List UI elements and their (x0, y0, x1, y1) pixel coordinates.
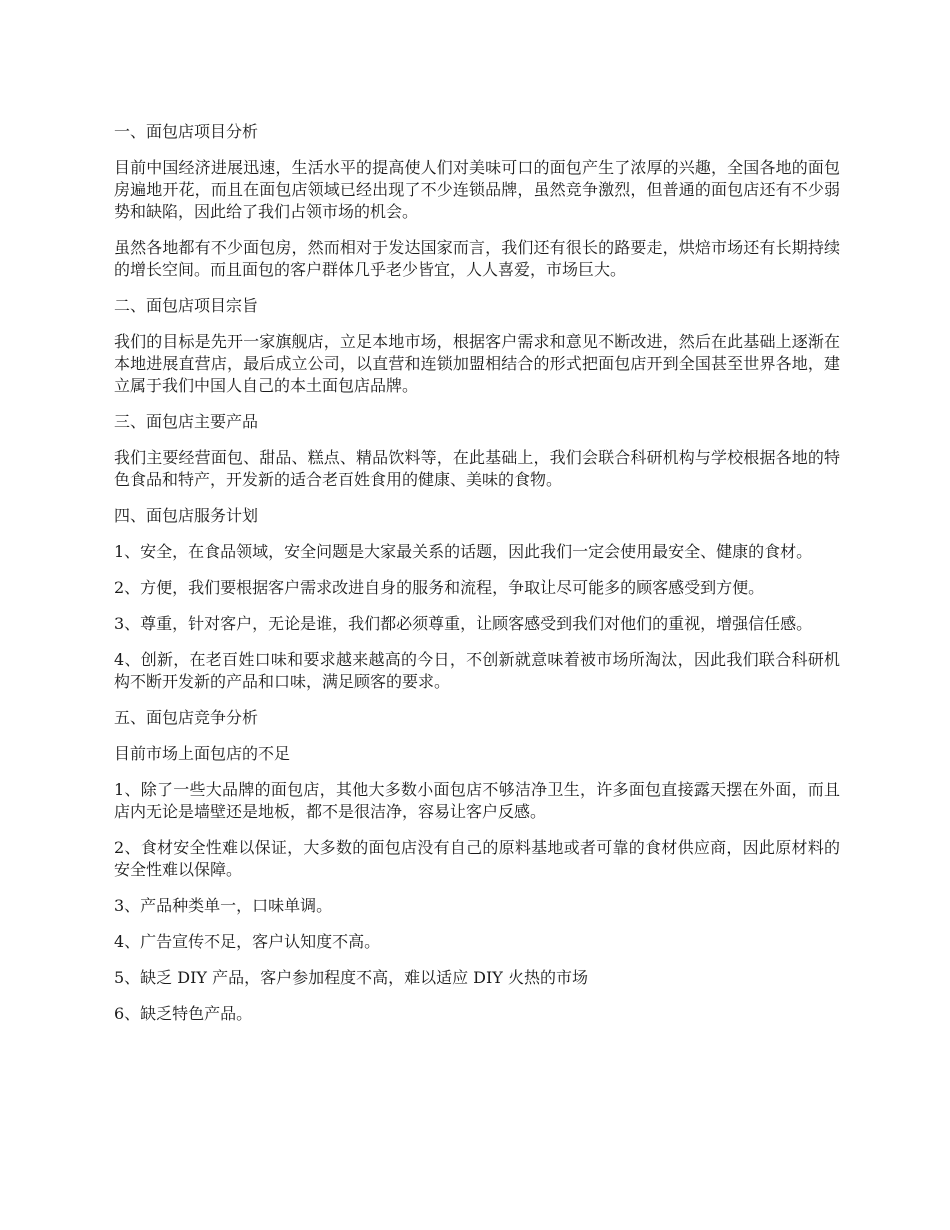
section-heading-competition-analysis: 五、面包店竞争分析 (114, 708, 259, 727)
body-paragraph: 我们的目标是先开一家旗舰店，立足本地市场，根据客户需求和意见不断改进，然后在此基础上逐渐在本地进展直营店，最后成立公司，以直营和连锁加盟相结合的形式把面包店开到全国甚至世界各地，建立属于我们中国人自己的本土面包店品牌。 (114, 332, 840, 395)
list-item: 4、广告宣传不足，客户认知度不高。 (114, 932, 381, 951)
section-heading-service-plan: 四、面包店服务计划 (114, 506, 259, 525)
sub-heading: 目前市场上面包店的不足 (114, 744, 291, 763)
list-item: 1、除了一些大品牌的面包店，其他大多数小面包店不够洁净卫生，许多面包直接露天摆在外面，而且店内无论是墙壁还是地板，都不是很洁净，容易让客户反感。 (114, 780, 840, 821)
section-heading-main-products: 三、面包店主要产品 (114, 412, 259, 431)
list-item: 2、方便，我们要根据客户需求改进自身的服务和流程，争取让尽可能多的顾客感受到方便。 (114, 578, 765, 597)
list-item: 1、安全，在食品领域，安全问题是大家最关系的话题，因此我们一定会使用最安全、健康的食材。 (114, 542, 813, 561)
list-item: 4、创新，在老百姓口味和要求越来越高的今日，不创新就意味着被市场所淘汰，因此我们联合科研机构不断开发新的产品和口味，满足顾客的要求。 (114, 650, 840, 691)
list-item: 3、尊重，针对客户，无论是谁，我们都必须尊重，让顾客感受到我们对他们的重视，增强信任感。 (114, 614, 813, 633)
list-item: 2、食材安全性难以保证，大多数的面包店没有自己的原料基地或者可靠的食材供应商，因此原材料的安全性难以保障。 (114, 838, 840, 879)
list-item: 5、缺乏 DIY 产品，客户参加程度不高，难以适应 DIY 火热的市场 (114, 968, 588, 987)
section-heading-project-purpose: 二、面包店项目宗旨 (114, 296, 259, 315)
body-paragraph: 目前中国经济进展迅速，生活水平的提高使人们对美味可口的面包产生了浓厚的兴趣，全国各地的面包房遍地开花，而且在面包店领域已经出现了不少连锁品牌，虽然竞争激烈，但普通的面包店还有不少弱势和缺陷，因此给了我们占领市场的机会。 (114, 158, 840, 221)
document-body (114, 121, 840, 1039)
body-paragraph: 我们主要经营面包、甜品、糕点、精品饮料等，在此基础上，我们会联合科研机构与学校根据各地的特色食品和特产，开发新的适合老百姓食用的健康、美味的食物。 (114, 448, 840, 489)
list-item: 6、缺乏特色产品。 (114, 1004, 253, 1023)
body-paragraph: 虽然各地都有不少面包房，然而相对于发达国家而言，我们还有很长的路要走，烘焙市场还有长期持续的增长空间。而且面包的客户群体几乎老少皆宜，人人喜爱，市场巨大。 (114, 238, 840, 279)
section-heading-project-analysis: 一、面包店项目分析 (114, 122, 259, 141)
list-item: 3、产品种类单一，口味单调。 (114, 896, 333, 915)
